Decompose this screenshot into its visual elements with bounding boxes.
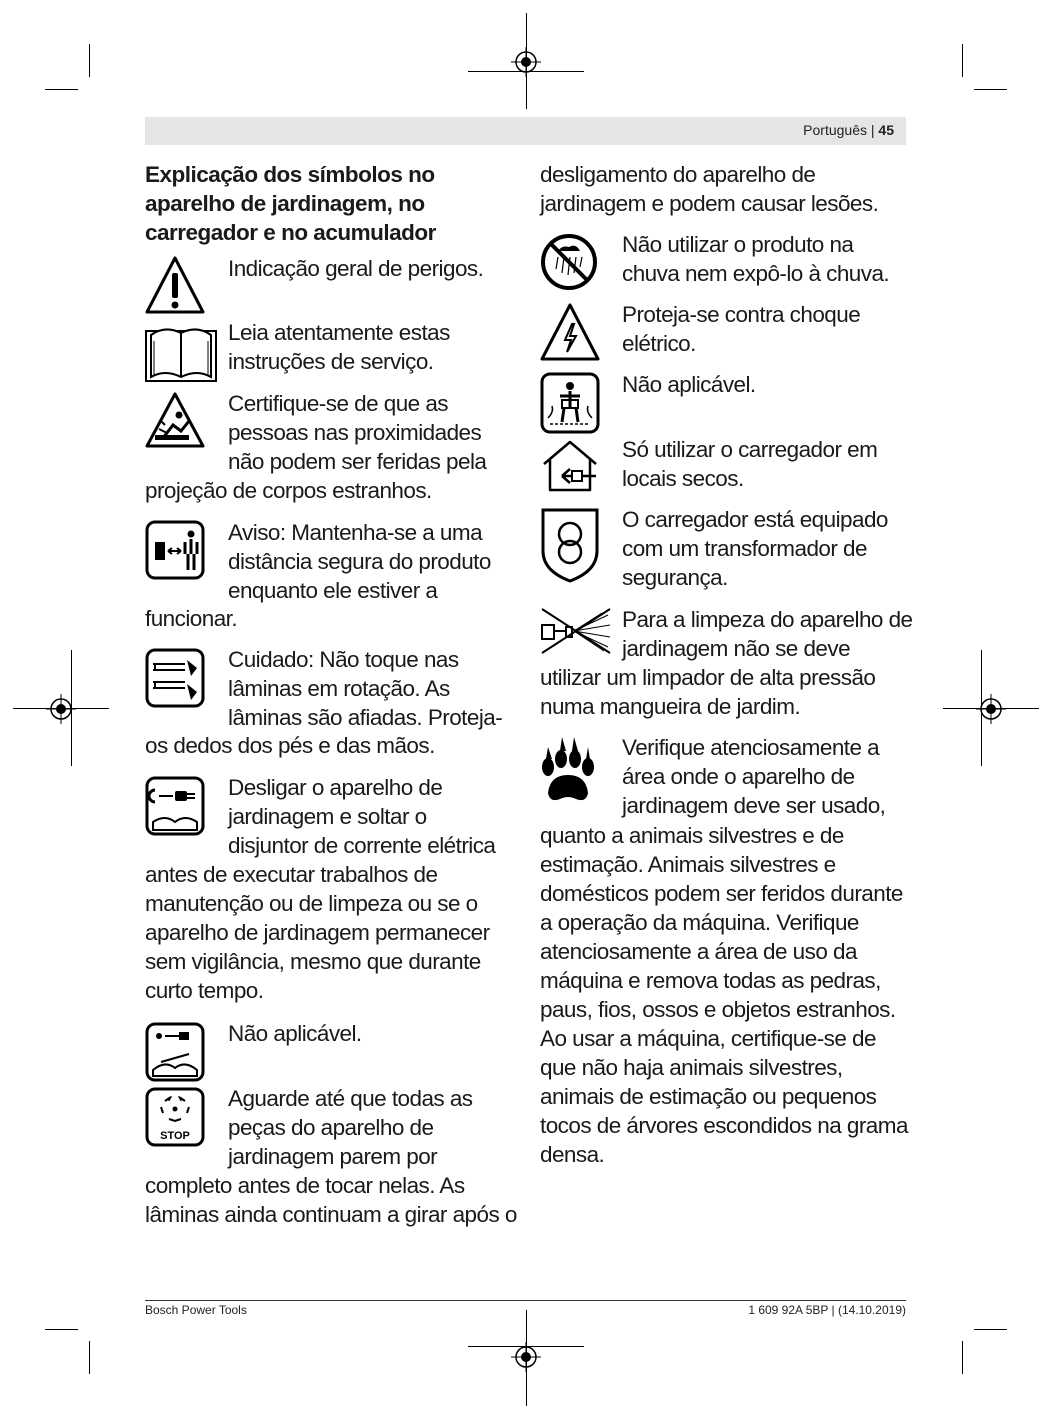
symbol-description: Verifique atenciosamente a área onde o aparelho de jardinagem deve ser usado, [622,735,886,818]
symbol-description-continued: completo antes de tocar nelas. As lâminas ainda continuam a girar após o [145,1173,517,1227]
symbol-description: Não aplicável. [622,372,756,397]
electric-shock-icon [540,302,600,362]
footer-brand: Bosch Power Tools [145,1303,247,1317]
symbol-description: Não utilizar o produto na chuva nem expô-lo à chuva. [622,232,890,286]
stop-wait-icon [145,1087,205,1147]
symbol-description: Leia atentamente estas instruções de serviço. [228,320,450,374]
symbol-description: Cuidado: Não toque nas lâminas em rotação. As lâminas são afiadas. Proteja- [228,647,503,730]
symbol-description-continued: utilizar um limpador de alta pressão numa mangueira de jardim. [540,665,876,719]
symbol-description-continued: os dedos dos pés e das mãos. [145,733,435,758]
header-text: Português | 45 [803,122,894,138]
symbol-description: Para a limpeza do aparelho de jardinagem não se deve [622,607,913,661]
svg-text:STOP: STOP [160,1130,190,1142]
indoor-use-icon [540,438,600,494]
keep-distance-icon [145,520,205,580]
symbol-description-continued: quanto a animais silvestres e de estimação. Animais silvestres e domésticos podem ser feridos durante a operação da máquina. Verifique atenciosamente a área de uso da máquina e remova todas as pedras, paus, fios, ossos e objetos estranhos. Ao usar a máquina, certifique-se de que não haja animais silvestres, animais de estimação ou pequenos tocos de árvores escondidos na grama densa. [540,823,908,1167]
operator-icon [540,372,600,434]
registration-mark-icon [511,47,541,77]
animal-paw-icon [538,737,598,805]
registration-mark-icon [511,1342,541,1372]
symbol-description-continued: funcionar. [145,606,238,631]
footer-document-id: 1 609 92A 5BP | (14.10.2019) [748,1303,906,1317]
registration-mark-icon [976,694,1006,724]
registration-mark-icon [46,694,76,724]
warning-triangle-icon [145,255,205,315]
symbol-description-continued: projeção de corpos estranhos. [145,478,432,503]
right-column-intro: desligamento do aparelho de jardinagem e podem causar lesões. [540,162,879,216]
flying-objects-warning-icon [145,391,205,449]
symbol-description: Não aplicável. [228,1021,362,1046]
no-rain-icon [540,233,598,291]
safety-transformer-icon [540,507,600,583]
symbol-description: Indicação geral de perigos. [228,256,484,281]
symbol-description: Desligar o aparelho de jardinagem e soltar o disjuntor de corrente elétrica [228,775,496,858]
footer-divider [145,1300,906,1301]
header-language: Português [803,122,867,138]
no-pressure-washer-icon [540,607,612,655]
not-applicable-manual-icon [145,1022,205,1082]
symbol-description: Certifique-se de que as pessoas nas proximidades não podem ser feridas pela [228,391,487,474]
page-header [145,117,906,145]
symbol-description: Só utilizar o carregador em locais secos. [622,437,878,491]
manual-book-icon [145,321,217,383]
section-heading: Explicação dos símbolos no aparelho de jardinagem, no carregador e no acumulador [145,162,436,245]
disconnect-plug-icon [145,776,205,836]
page-number: 45 [878,122,894,138]
symbol-description: Aviso: Mantenha-se a uma distância segura do produto enquanto ele estiver a [228,520,491,603]
symbol-description: Proteja-se contra choque elétrico. [622,302,861,356]
rotating-blades-icon [145,648,205,708]
symbol-description-continued: antes de executar trabalhos de manutenção ou de limpeza ou se o aparelho de jardinagem permanecer sem vigilância, mesmo que durante curto tempo. [145,862,490,1003]
symbol-description: Aguarde até que todas as peças do aparelho de jardinagem parem por [228,1086,473,1169]
symbol-description: O carregador está equipado com um transformador de segurança. [622,507,888,590]
